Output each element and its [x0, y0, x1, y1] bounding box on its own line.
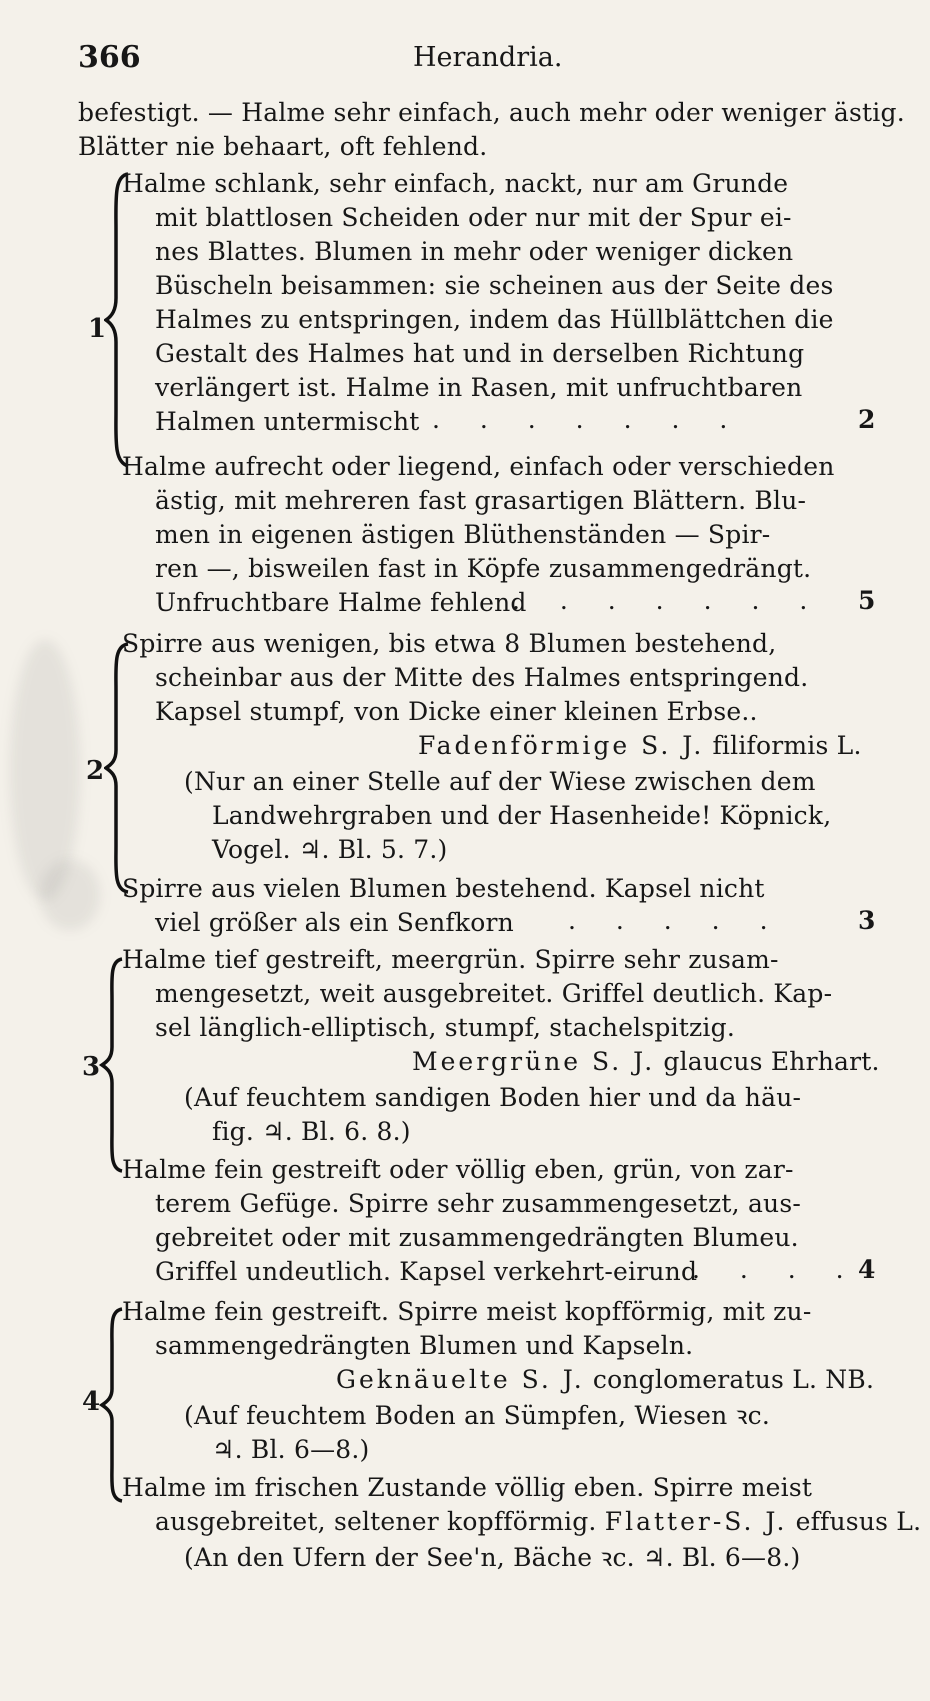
species-latin-name: filiformis L. — [712, 731, 862, 760]
habitat-note-line: (An den Ufern der See'n, Bäche ꝛc. ♃. Bl. 6—8.) — [184, 1543, 801, 1572]
key-text-line: ren —, bisweilen fast in Köpfe zusammengedrängt. — [155, 554, 812, 583]
key-text-line: Kapsel stumpf, von Dicke einer kleinen Erbse.. — [155, 697, 758, 726]
key-text-line: mengesetzt, weit ausgebreitet. Griffel deutlich. Kap- — [155, 979, 833, 1008]
species-latin-name: glaucus Ehrhart. — [663, 1047, 880, 1076]
key-number: 1 — [88, 314, 107, 344]
brace-key-1 — [104, 170, 134, 470]
reference-number: 5 — [858, 586, 876, 615]
reference-number: 2 — [858, 405, 876, 434]
dot-leader: . . . . — [692, 1255, 860, 1284]
habitat-note-line: (Auf feuchtem sandigen Boden hier und da häu- — [184, 1083, 802, 1112]
key-text-line: Halme fein gestreift. Spirre meist kopfförmig, mit zu- — [122, 1297, 812, 1326]
species-german-name: Meergrüne S. J. — [412, 1047, 656, 1076]
brace-key-2 — [104, 640, 134, 896]
species-german-name: Fadenförmige S. J. — [418, 731, 705, 760]
key-text-line: Halme tief gestreift, meergrün. Spirre sehr zusam- — [122, 945, 779, 974]
key-text-line: gebreitet oder mit zusammengedrängten Blumeu. — [155, 1223, 799, 1252]
intro-line: befestigt. — Halme sehr einfach, auch mehr oder weniger ästig. — [78, 98, 905, 127]
key-text-line: Büscheln beisammen: sie scheinen aus der Seite des — [155, 271, 834, 300]
key-text-line: men in eigenen ästigen Blüthenständen — Spir- — [155, 520, 771, 549]
dot-leader: . . . . . . . — [512, 586, 824, 615]
key-text-line: Spirre aus wenigen, bis etwa 8 Blumen bestehend, — [122, 629, 777, 658]
reference-number: 3 — [858, 906, 876, 935]
key-text-line: Griffel undeutlich. Kapsel verkehrt-eirund — [155, 1257, 698, 1286]
key-text-line: scheinbar aus der Mitte des Halmes entspringend. — [155, 663, 809, 692]
species-line — [412, 1045, 880, 1079]
running-title: Herandria. — [413, 42, 563, 73]
key-text-line — [155, 1505, 921, 1539]
species-german-name: Flatter-S. J. — [604, 1507, 788, 1536]
key-text-line: terem Gefüge. Spirre sehr zusammengesetzt, aus- — [155, 1189, 802, 1218]
key-text-line: nes Blattes. Blumen in mehr oder weniger dicken — [155, 237, 794, 266]
key-text-line: Halme im frischen Zustande völlig eben. Spirre meist — [122, 1473, 813, 1502]
key-text-line: ästig, mit mehreren fast grasartigen Blättern. Blu- — [155, 486, 807, 515]
key-text-line: sel länglich-elliptisch, stumpf, stachelspitzig. — [155, 1013, 735, 1042]
species-latin-name: effusus L. — [795, 1507, 922, 1536]
key-text-line: Halmes zu entspringen, indem das Hüllblättchen die — [155, 305, 834, 334]
key-text-line: verlängert ist. Halme in Rasen, mit unfruchtbaren — [155, 373, 803, 402]
species-latin-name: conglomeratus L. NB. — [592, 1365, 875, 1394]
key-text-line: Halme aufrecht oder liegend, einfach oder verschieden — [122, 452, 835, 481]
habitat-note-line: Vogel. ♃. Bl. 5. 7.) — [212, 835, 448, 864]
habitat-note-line: (Auf feuchtem Boden an Sümpfen, Wiesen ꝛc. — [184, 1401, 770, 1430]
habitat-note-line: ♃. Bl. 6—8.) — [212, 1435, 370, 1464]
species-line — [336, 1363, 874, 1397]
key-text-line: sammengedrängten Blumen und Kapseln. — [155, 1331, 694, 1360]
key-text-line: Halme schlank, sehr einfach, nackt, nur am Grunde — [122, 169, 789, 198]
page-number: 366 — [78, 40, 141, 75]
key-text-line: viel größer als ein Senfkorn — [155, 908, 514, 937]
key-text-line: Halme fein gestreift oder völlig eben, grün, von zar- — [122, 1155, 794, 1184]
key-text-line: mit blattlosen Scheiden oder nur mit der Spur ei- — [155, 203, 792, 232]
reference-number: 4 — [858, 1255, 876, 1284]
key-text-line: Spirre aus vielen Blumen bestehend. Kapsel nicht — [122, 874, 765, 903]
key-text: ausgebreitet, seltener kopfförmig. — [155, 1507, 597, 1536]
species-line — [418, 729, 862, 763]
habitat-note-line: Landwehrgraben und der Hasenheide! Köpnick, — [212, 801, 832, 830]
dot-leader: . . . . . . . — [432, 405, 744, 434]
habitat-note-line: fig. ♃. Bl. 6. 8.) — [212, 1117, 411, 1146]
key-text-line: Gestalt des Halmes hat und in derselben Richtung — [155, 339, 805, 368]
key-text-line: Halmen untermischt — [155, 407, 420, 436]
paper-stain — [40, 860, 100, 930]
key-text-line: Unfruchtbare Halme fehlend — [155, 588, 527, 617]
dot-leader: . . . . . — [568, 906, 784, 935]
key-number: 2 — [86, 756, 105, 786]
intro-line: Blätter nie behaart, oft fehlend. — [78, 132, 488, 161]
brace-key-3 — [98, 955, 128, 1175]
habitat-note-line: (Nur an einer Stelle auf der Wiese zwischen dem — [184, 767, 816, 796]
key-number: 3 — [82, 1052, 101, 1082]
key-number: 4 — [82, 1387, 101, 1417]
species-german-name: Geknäuelte S. J. — [336, 1365, 585, 1394]
